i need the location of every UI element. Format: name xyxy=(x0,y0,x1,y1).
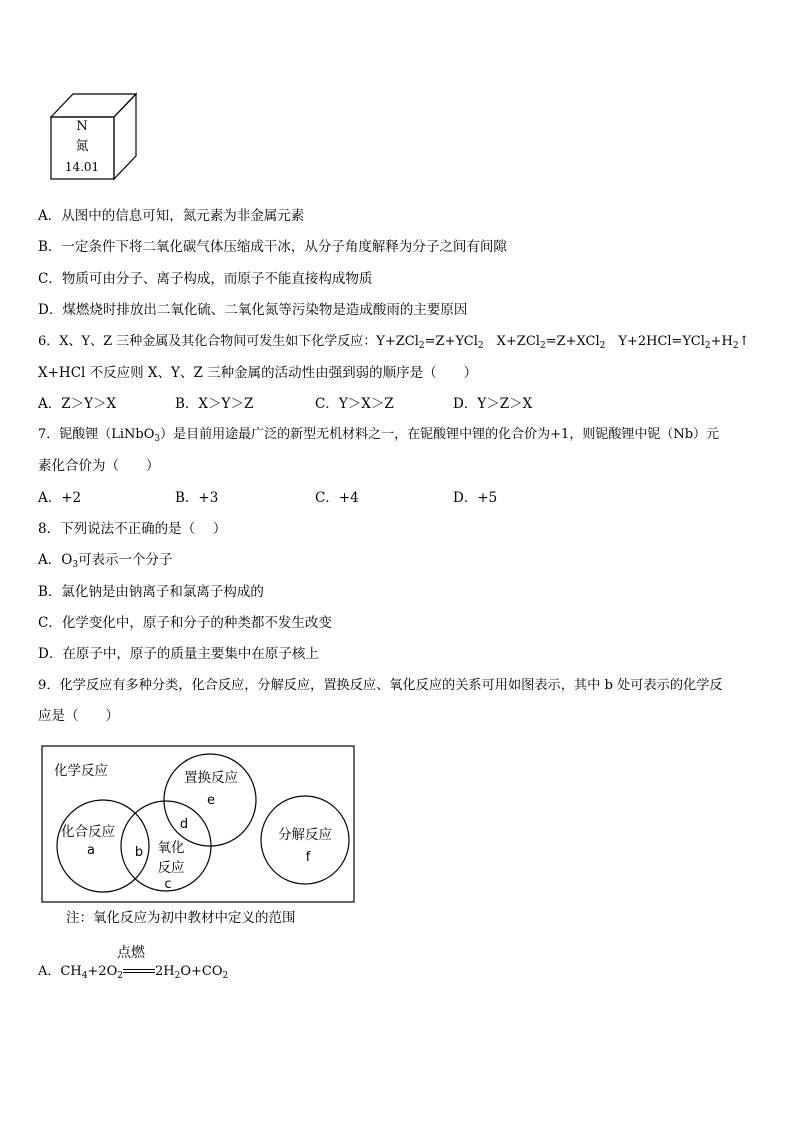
region-a: a xyxy=(87,843,95,858)
q9-stem-line2: 应是（ ） xyxy=(38,708,119,724)
diagram-note: 注：氧化反应为初中教材中定义的范围 xyxy=(66,910,296,926)
q5-option-c: C．物质可由分子、离子构成，而原子不能直接构成物质 xyxy=(38,271,373,287)
region-f: f xyxy=(305,850,311,865)
q8-stem: 8．下列说法不正确的是（ ） xyxy=(38,521,227,537)
region-d: d xyxy=(179,817,189,832)
q9-stem: 9．化学反应有多种分类，化合反应，分解反应，置换反应、氧化反应的关系可用如图表示，其中 b 处可表示的化学反 xyxy=(38,678,723,693)
oxidation-label-1: 氧化 xyxy=(157,840,185,856)
q6-option-b: B．X＞Y＞Z xyxy=(175,396,254,412)
q7-option-a: A．+2 xyxy=(38,490,82,506)
q7-option-b: B．+3 xyxy=(175,490,219,506)
replacement-label: 置换反应 xyxy=(184,770,238,786)
q5-option-b: B．一定条件下将二氧化碳气体压缩成干冰，从分子角度解释为分子之间有间隙 xyxy=(38,239,507,255)
q6-stem: 6．X、Y、Z 三种金属及其化合物间可发生如下化学反应：Y+ZCl$_2$=Z+YCl$_2$ X+ZCl$_2$=Z+XCl$_2$ $Y+2HCl=YCl_2+H_2↑$ xyxy=(38,334,750,351)
q6-option-d: D．Y＞Z＞X xyxy=(453,396,533,412)
element-mass: 14.01 xyxy=(64,160,100,174)
q5-option-a: A．从图中的信息可知，氮元素为非金属元素 xyxy=(38,208,305,224)
region-e: e xyxy=(207,793,215,808)
reaction-condition: 点燃 xyxy=(117,945,145,961)
q8-option-a: A．$O_3$可表示一个分子 xyxy=(38,552,173,570)
q5-option-d: D．煤燃烧时排放出二氧化硫、二氧化氮等污染物是造成酸雨的主要原因 xyxy=(38,302,468,318)
q6-stem-line2: X+HCl 不反应则 X、Y、Z 三种金属的活动性由强到弱的顺序是（ ） xyxy=(38,365,478,381)
venn-diagram xyxy=(40,744,358,906)
q8-option-b: B．氯化钠是由钠离子和氯离子构成的 xyxy=(38,584,264,600)
decomposition-label: 分解反应 xyxy=(278,827,332,843)
q6-option-c: C．Y＞X＞Z xyxy=(315,396,394,412)
q8-option-c: C．化学变化中，原子和分子的种类都不发生改变 xyxy=(38,615,332,631)
element-card xyxy=(48,92,140,182)
region-c: c xyxy=(164,877,172,892)
oxidation-label-2: 反应 xyxy=(157,860,185,876)
q7-option-d: D．+5 xyxy=(453,490,498,506)
q7-stem-line2: 素化合价为（ ） xyxy=(38,458,160,474)
region-b: b xyxy=(134,845,144,860)
q6-option-a: A．Z＞Y＞X xyxy=(38,396,117,412)
q8-option-d: D．在原子中，原子的质量主要集中在原子核上 xyxy=(38,646,319,662)
q7-option-c: C．+4 xyxy=(315,490,359,506)
element-symbol: N xyxy=(76,119,88,134)
element-name: 氮 xyxy=(75,139,89,154)
combination-label: 化合反应 xyxy=(61,824,115,840)
q7-stem: 7．铌酸锂（LiNbO$_3$）是目前用途最广泛的新型无机材料之一，在铌酸锂中锂的化合价为+1，则铌酸锂中铌（Nb）元 xyxy=(38,427,720,444)
outer-label: 化学反应 xyxy=(54,763,108,779)
q9-option-a: A．$CH_4+2O_2$ $2H_2O+CO_2$ 点燃 xyxy=(38,945,229,981)
